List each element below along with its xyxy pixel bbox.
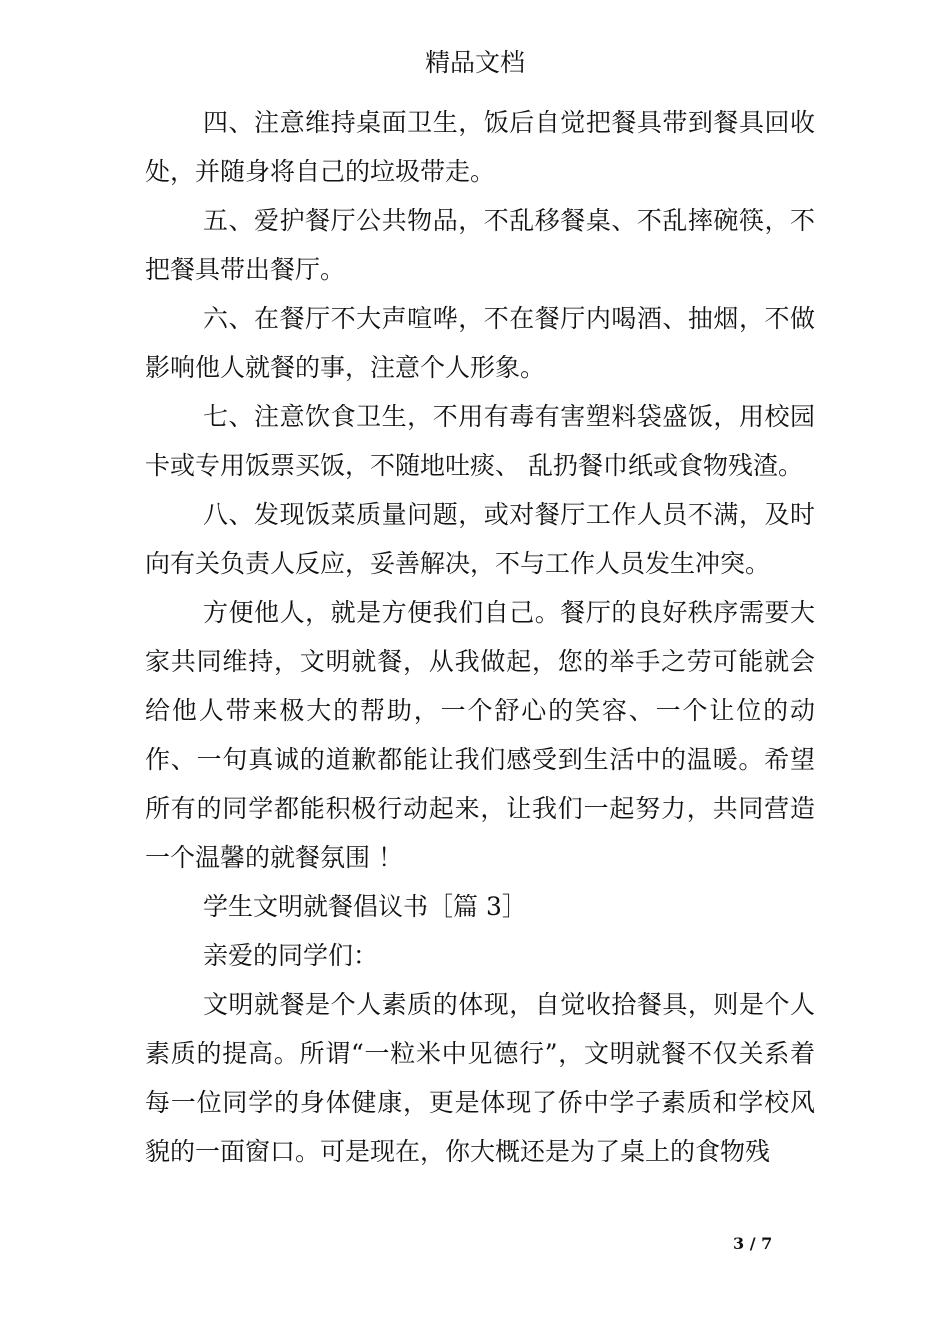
paragraph-item-6: 六、在餐厅不大声喧哗，不在餐厅内喝酒、抽烟，不做影响他人就餐的事，注意个人形象。 (145, 304, 815, 382)
paragraph-item-7: 七、注意饮食卫生，不用有毒有害塑料袋盛饭，用校园卡或专用饭票买饭，不随地吐痰、 乱扔餐巾纸或食物残渣。 (145, 402, 815, 480)
salutation: 亲爱的同学们： (203, 941, 379, 970)
paragraph-closing: 方便他人，就是方便我们自己。餐厅的良好秩序需要大家共同维持，文明就餐，从我做起，您的举手之劳可能就会给他人带来极大的帮助，一个舒心的笑容、一个让位的动作、一句真诚的道歉都能让我们感受到生活中的温暖。希望所有的同学都能积极行动起来，让我们一起努力，共同营造一个温馨的就餐氛围 ！ (145, 598, 815, 872)
document-body (145, 98, 815, 1176)
section-title: 学生文明就餐倡议书［篇 3］ (203, 892, 527, 921)
paragraph-item-4: 四、注意维持桌面卫生，饭后自觉把餐具带到餐具回收处，并随身将自己的垃圾带走。 (145, 108, 815, 186)
page-header: 精品文档 (424, 48, 525, 77)
paragraph-item-8: 八、发现饭菜质量问题，或对餐厅工作人员不满，及时向有关负责人反应，妥善解决，不与工作人员发生冲突。 (145, 500, 815, 578)
page-number: 3 / 7 (733, 1234, 773, 1253)
paragraph-item-5: 五、爱护餐厅公共物品，不乱移餐桌、不乱摔碗筷，不把餐具带出餐厅。 (145, 206, 815, 284)
paragraph-intro: 文明就餐是个人素质的体现，自觉收拾餐具，则是个人素质的提高。所谓“一粒米中见德行”，文明就餐不仅关系着每一位同学的身体健康，更是体现了侨中学子素质和学校风貌的一面窗口。可是现在，你大概还是为了桌上的食物残 (145, 990, 815, 1166)
